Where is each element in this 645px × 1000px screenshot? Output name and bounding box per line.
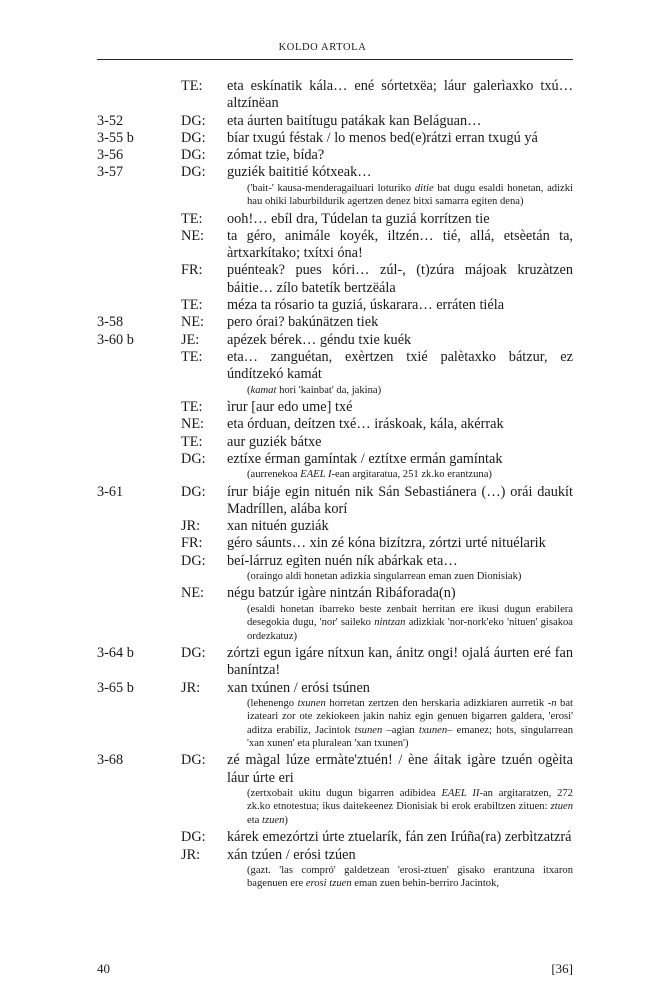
speaker-code: NE:	[181, 585, 205, 602]
transcript-line	[97, 349, 573, 384]
transcript-line	[97, 451, 573, 468]
item-number	[97, 349, 181, 384]
utterance-text: zórtzi egun igáre nítxun kan, ánitz ongi! ojalá áurten eré fan baníntza!	[227, 644, 573, 679]
item-number	[97, 78, 181, 113]
note-fragment: (gazt. 'las compró' galdetzean 'erosi-ztuen' gisako erantzuna itxaron bagenuen ere	[247, 864, 573, 890]
item-number	[97, 829, 181, 846]
note-fragment: – emanez; hots, singularrean 'xan xunen' eta pluralean 'xan txunen')	[247, 724, 573, 750]
annotation-note	[247, 864, 573, 891]
speaker-code: NE:	[181, 314, 205, 331]
transcript-line	[97, 399, 573, 416]
utterance-text: zómat tzie, bída?	[227, 147, 325, 164]
note-fragment: (	[247, 384, 251, 396]
speaker-code: NE:	[181, 227, 205, 244]
item-number	[97, 585, 181, 602]
utterance-text: xan nituén guziák	[227, 518, 329, 535]
item-number: 3-64 b	[97, 644, 134, 661]
annotation-note	[247, 697, 573, 751]
note-fragment: bat dugu esaldi honetan, adizki hau ohiki laburbildurik agertzen denez bitxi samarra egiten dena)	[247, 182, 573, 208]
transcript-line	[97, 518, 573, 535]
transcript-line	[97, 147, 573, 164]
transcript-line	[97, 535, 573, 552]
note-fragment: kamat	[250, 384, 277, 396]
note-fragment: (aurrenekoa	[247, 469, 301, 481]
note-fragment: hori 'kainbat' da, jakina)	[276, 384, 382, 396]
utterance-text: beí-lárruz egìten nuén ník abárkak eta…	[227, 552, 458, 569]
transcript-line	[97, 314, 573, 331]
speaker-code: FR:	[181, 262, 203, 279]
note-fragment: ztuen	[550, 801, 573, 813]
speaker-code: JR:	[181, 846, 201, 863]
utterance-text: ta géro, animále koyék, iltzén… tié, allá, etsèetán ta, àrtxarkítako; txítxi óna!	[227, 227, 573, 262]
note-fragment: EAEL II	[441, 788, 480, 800]
utterance-text: xán tzúen / erósi tzúen	[227, 846, 356, 863]
item-number: 3-68	[97, 752, 124, 769]
transcript-line	[97, 332, 573, 349]
speaker-code: NE:	[181, 416, 205, 433]
page-number: 40	[97, 961, 110, 976]
speaker-code: JR:	[181, 518, 201, 535]
speaker-code: JR:	[181, 679, 201, 696]
utterance-text: négu batzúr igàre nintzán Ribáforada(n)	[227, 585, 456, 602]
item-number: 3-58	[97, 314, 124, 331]
annotation-note	[247, 603, 573, 643]
transcript-line	[97, 847, 573, 864]
note-fragment: horretan zertzen den herskaria adizkiaren aurretik	[325, 697, 548, 709]
utterance-text: puénteak? pues kóri… zúl-, (t)zúra májoak kruzàtzen báitie… zílo batetík bertzëála	[227, 262, 573, 296]
speaker-code: FR:	[181, 535, 203, 552]
speaker-code: TE:	[181, 398, 203, 415]
note-fragment: -n	[547, 697, 557, 709]
transcript-line	[97, 752, 573, 787]
speaker-code: TE:	[181, 210, 203, 227]
transcript-line	[97, 211, 573, 228]
utterance-text: apézek bérek… géndu txie kuék	[227, 331, 412, 348]
item-number	[97, 847, 181, 864]
item-number	[97, 553, 181, 570]
utterance-text: ooh!… ebíl dra, Túdelan ta guziá korrítzen tie	[227, 210, 490, 227]
speaker-code: TE:	[181, 433, 203, 450]
transcript-line	[97, 262, 573, 297]
item-number	[97, 262, 181, 297]
annotation-note	[247, 787, 573, 827]
note-fragment: (lehenengo	[247, 697, 298, 709]
note-fragment: adizkiak 'nor-nork'eko 'nituen' gisakoa ordezkatuz)	[247, 617, 573, 642]
page-code: [36]	[551, 961, 573, 976]
transcript-line	[97, 113, 573, 130]
speaker-code: DG:	[181, 147, 206, 164]
transcript-line	[97, 78, 573, 113]
utterance-text: eta órduan, deítzen txé… iráskoak, kála, akérrak	[227, 416, 504, 433]
speaker-code: TE:	[181, 297, 203, 314]
transcript-line	[97, 130, 573, 147]
annotation-note	[247, 570, 573, 583]
note-fragment: (esaldi honetan ibarreko beste zenbait herritan ere ikusi dugun erabilera desegokia dugu, 'nor' saileko	[247, 603, 573, 629]
speaker-code: DG:	[181, 644, 206, 661]
note-fragment: –agian	[382, 724, 419, 736]
item-number	[97, 228, 181, 263]
transcript-line	[97, 434, 573, 451]
note-fragment: -ean argitaratua, 251 zk.ko erantzuna)	[331, 469, 492, 481]
item-number: 3-65 b	[97, 679, 134, 696]
speaker-code: DG:	[181, 829, 206, 846]
transcript-line	[97, 297, 573, 314]
note-fragment: nintzan	[374, 617, 406, 629]
utterance-text: eta… zanguétan, exèrtzen txié palètaxko bátzur, ez úndítzekó kamát	[227, 348, 573, 383]
utterance-text: zé màgal lúze ermàte'ztuén! / ène áitak igàre tzuén ogèita láur úrte eri	[227, 752, 573, 786]
note-fragment: txunen	[297, 697, 326, 709]
speaker-code: DG:	[181, 450, 206, 467]
note-fragment: (oraingo aldi honetan adizkia singularrean eman zuen Dionisiak)	[247, 571, 522, 583]
annotation-note	[247, 468, 573, 481]
annotation-note	[247, 384, 573, 397]
utterance-text: eztíxe érman gamíntak / eztítxe ermán gamíntak	[227, 450, 503, 467]
header-rule	[97, 59, 573, 60]
transcript-line	[97, 585, 573, 602]
item-number	[97, 451, 181, 468]
note-fragment: bat izateari zor ote zekiokeen jakin nahiz egin genuen bigarren galdera, 'erosi' aditza erabiliz, Jacintok	[247, 697, 573, 736]
item-number: 3-61	[97, 483, 124, 500]
note-fragment: -an argitaratzen, 272 zk.ko etnotestua; ikus daitekeenez Dionisiak bi erok erabiltzen zituen:	[247, 788, 573, 813]
item-number	[97, 416, 181, 433]
transcript-line	[97, 164, 573, 181]
note-fragment: tsunen	[354, 724, 383, 736]
utterance-text: pero órai? bakúnätzen tiek	[227, 314, 379, 331]
utterance-text: aur guziék bátxe	[227, 433, 322, 450]
item-number	[97, 211, 181, 228]
utterance-text: írur biáje egin nituén nik Sán Sebastiánera (…) orái daukít Madríllen, alába korí	[227, 483, 573, 517]
note-fragment: (zertxobait ukitu dugun bigarren adibidea	[247, 788, 442, 800]
utterance-text: ìrur [aur edo ume] txé	[227, 398, 353, 415]
note-fragment: eman zuen behin-berriro Jacintok,	[351, 878, 500, 890]
transcript-line	[97, 416, 573, 433]
utterance-text: méza ta rósario ta guziá, úskarara… erráten tiéla	[227, 297, 505, 314]
utterance-text: bíar txugú féstak / lo menos bed(e)rátzi erran txugú yá	[227, 129, 538, 146]
item-number: 3-55 b	[97, 129, 134, 146]
annotation-note	[247, 182, 573, 209]
item-number: 3-56	[97, 147, 124, 164]
note-fragment: ditie	[414, 182, 434, 194]
note-fragment: erosi tzuen	[305, 878, 352, 890]
utterance-text: eta eskínatik kála… ené sórtetxëa; láur galerìaxko txú… altzínëan	[227, 78, 573, 112]
speaker-code: DG:	[181, 164, 206, 181]
item-number	[97, 518, 181, 535]
note-fragment: txunen	[418, 724, 448, 736]
utterance-text: guziék baititié kótxeak…	[227, 164, 372, 181]
speaker-code: DG:	[181, 552, 206, 569]
item-number	[97, 297, 181, 314]
speaker-code: DG:	[181, 129, 206, 146]
note-fragment: tzuen	[262, 814, 285, 826]
speaker-code: DG:	[181, 752, 206, 769]
utterance-text: eta áurten baitítugu patákak kan Beláguan…	[227, 112, 482, 129]
transcript-line	[97, 829, 573, 846]
speaker-code: TE:	[181, 348, 203, 365]
utterance-text: kárek emezórtzi úrte ztuelarík, fán zen Irúña(ra) zerbìtzatzrá	[227, 829, 572, 846]
item-number	[97, 399, 181, 416]
speaker-code: TE:	[181, 78, 203, 94]
item-number: 3-60 b	[97, 331, 134, 348]
item-number	[97, 434, 181, 451]
transcript-line	[97, 680, 573, 697]
transcript-line	[97, 484, 573, 519]
utterance-text: géro sáunts… xin zé kóna bizítzra, zórtzi urté nituélarik	[227, 535, 546, 552]
item-number	[97, 535, 181, 552]
item-number: 3-52	[97, 112, 124, 129]
note-fragment: EAEL I	[300, 469, 332, 481]
item-number: 3-57	[97, 164, 124, 181]
speaker-code: DG:	[181, 483, 206, 500]
note-fragment: ('bait-' kausa-menderagailuari loturiko	[247, 182, 415, 194]
speaker-code: JE:	[181, 331, 200, 348]
note-fragment: )	[284, 814, 288, 826]
transcript-line	[97, 553, 573, 570]
note-fragment: eta	[247, 814, 262, 826]
utterance-text: xan txúnen / erósi tsúnen	[227, 679, 370, 696]
running-header: KOLDO ARTOLA	[278, 42, 367, 53]
transcript-line	[97, 645, 573, 680]
speaker-code: DG:	[181, 112, 206, 129]
transcript-line	[97, 228, 573, 263]
transcript-body	[97, 78, 573, 893]
